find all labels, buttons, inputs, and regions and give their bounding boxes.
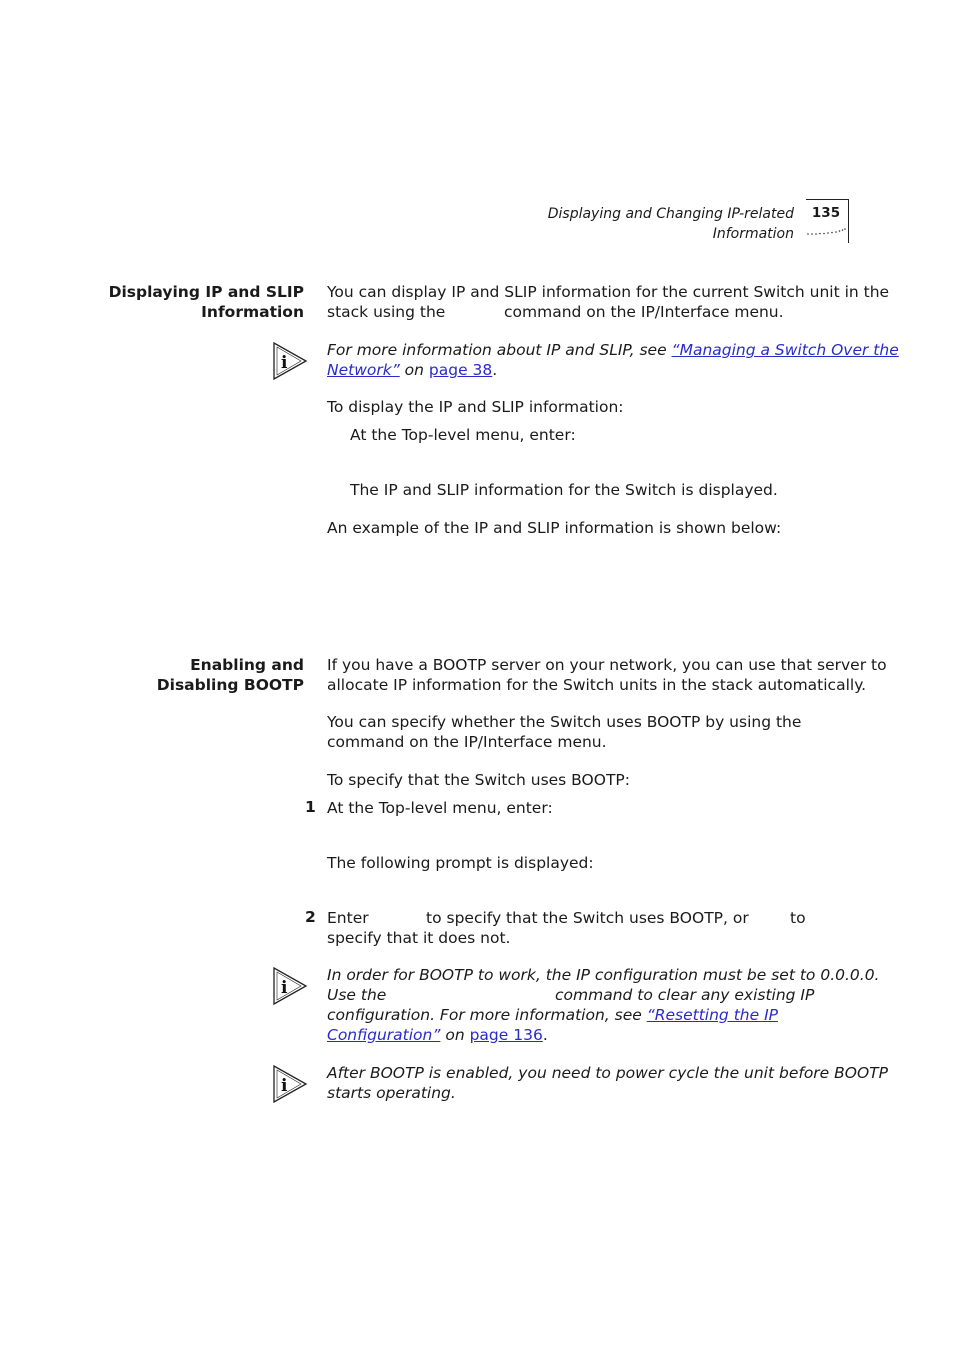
intro-line-2a: stack using the <box>327 303 446 321</box>
step2-line2: specify that it does not. <box>327 929 511 947</box>
bootp-note1-line4 <box>327 1025 548 1045</box>
bootp-note1-line3 <box>327 1005 778 1025</box>
dotted-ornament <box>806 228 846 236</box>
section-heading-bootp-line2: Disabling BOOTP <box>156 676 304 694</box>
bootp-note2-line1: After BOOTP is enabled, you need to power cycle the unit before BOOTP <box>327 1064 888 1082</box>
svg-text:i: i <box>281 353 288 373</box>
section-heading-ip-slip-line2: Information <box>201 303 304 321</box>
note-text-on: on <box>399 361 429 379</box>
svg-text:i: i <box>281 1076 288 1096</box>
step-toplevel-text: At the Top-level menu, enter: <box>350 426 576 444</box>
note1-period: . <box>542 1026 548 1044</box>
step2-to: to <box>790 909 806 927</box>
bootp-para1-line1: If you have a BOOTP server on your network, you can use that server to <box>327 656 887 674</box>
info-note-icon <box>272 341 308 381</box>
link-page-38[interactable]: page 38 <box>428 361 493 379</box>
link-resetting-ip-configuration-cont[interactable]: Configuration” <box>327 1026 441 1044</box>
prompt-text: The following prompt is displayed: <box>327 854 594 872</box>
bootp-note1-line2a: Use the <box>327 986 387 1004</box>
note-more-info-line1 <box>327 340 899 360</box>
bootp-para2-line2: command on the IP/Interface menu. <box>327 733 607 751</box>
bootp-note2-line2: starts operating. <box>327 1084 456 1102</box>
link-page-136[interactable]: page 136 <box>469 1026 543 1044</box>
link-managing-switch-over-network[interactable]: “Managing a Switch Over the <box>671 341 899 359</box>
section-heading-ip-slip-line1: Displaying IP and SLIP <box>108 283 304 301</box>
intro-line-1: You can display IP and SLIP information for the current Switch unit in the <box>327 283 890 301</box>
to-display-text: To display the IP and SLIP information: <box>327 398 624 416</box>
note-period: . <box>492 361 498 379</box>
note-more-info-line2 <box>327 360 497 380</box>
bootp-para2-line1: You can specify whether the Switch uses BOOTP by using the <box>327 713 802 731</box>
step1-text: At the Top-level menu, enter: <box>327 799 553 817</box>
example-text: An example of the IP and SLIP information is shown below: <box>327 519 782 537</box>
note-text: For more information about IP and SLIP, see <box>327 341 672 359</box>
bootp-note1-line1: In order for BOOTP to work, the IP configuration must be set to 0.0.0.0. <box>327 966 880 984</box>
step-number-1: 1 <box>305 798 316 816</box>
section-heading-bootp-line1: Enabling and <box>190 656 304 674</box>
note1-text-on: on <box>440 1026 470 1044</box>
step2-middle: to specify that the Switch uses BOOTP, or <box>426 909 749 927</box>
link-resetting-ip-configuration[interactable]: “Resetting the IP <box>646 1006 778 1024</box>
result-text: The IP and SLIP information for the Switch is displayed. <box>350 481 778 499</box>
info-note-icon <box>272 966 308 1006</box>
step-number-2: 2 <box>305 908 316 926</box>
step2-enter: Enter <box>327 909 369 927</box>
running-header-title: Displaying and Changing IP-related Information <box>547 206 794 242</box>
to-specify-text: To specify that the Switch uses BOOTP: <box>327 771 630 789</box>
note1-text: configuration. For more information, see <box>327 1006 647 1024</box>
link-managing-switch-over-network-cont[interactable]: Network” <box>327 361 400 379</box>
bootp-para1-line2: allocate IP information for the Switch units in the stack automatically. <box>327 676 867 694</box>
page-number: 135 <box>811 205 841 221</box>
info-note-icon <box>272 1064 308 1104</box>
intro-line-2b: command on the IP/Interface menu. <box>504 303 784 321</box>
svg-text:i: i <box>281 978 288 998</box>
bootp-note1-line2b: command to clear any existing IP <box>555 986 815 1004</box>
